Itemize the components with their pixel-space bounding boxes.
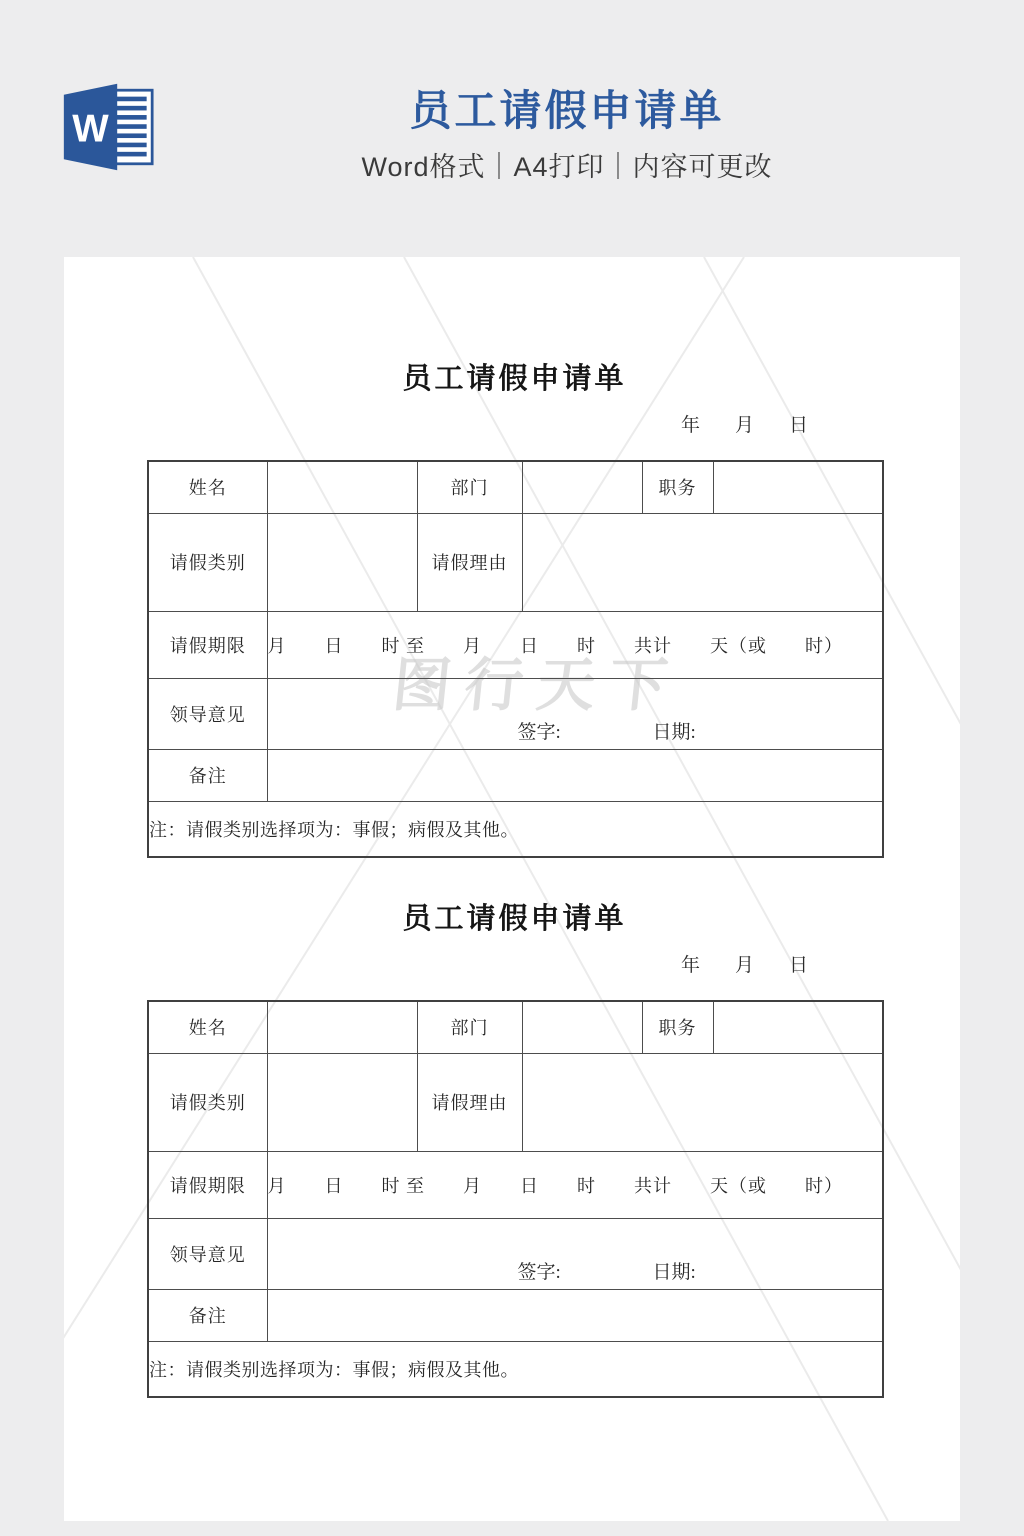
position-value-cell[interactable] <box>713 461 883 513</box>
table-row <box>148 749 883 801</box>
leave-period-label: 请假期限 <box>148 1151 267 1218</box>
sign-label: 签字: <box>517 1261 561 1283</box>
form-note: 注：请假类别选择项为：事假；病假及其他。 <box>148 1341 883 1397</box>
position-label: 职务 <box>642 461 713 513</box>
date-label: 日期: <box>652 1261 696 1283</box>
name-label: 姓名 <box>148 1001 267 1053</box>
leave-reason-label: 请假理由 <box>417 513 522 611</box>
table-row <box>148 1053 883 1151</box>
name-value-cell[interactable] <box>267 1001 417 1053</box>
date-line: 年 月 日 <box>680 415 816 436</box>
position-value-cell[interactable] <box>713 1001 883 1053</box>
position-label: 职务 <box>642 1001 713 1053</box>
form-note: 注：请假类别选择项为：事假；病假及其他。 <box>148 801 883 857</box>
leader-opinion-label: 领导意见 <box>148 678 267 749</box>
leave-form-2 <box>147 901 882 1398</box>
word-icon-w-letter: W <box>72 107 109 151</box>
table-row <box>148 1218 883 1289</box>
leader-opinion-value-cell[interactable] <box>267 678 883 749</box>
department-label: 部门 <box>417 461 522 513</box>
name-label: 姓名 <box>148 461 267 513</box>
department-label: 部门 <box>417 1001 522 1053</box>
leave-form-1 <box>147 361 882 858</box>
date-label: 日期: <box>652 721 696 743</box>
department-value-cell[interactable] <box>522 1001 642 1053</box>
leave-reason-value-cell[interactable] <box>522 513 883 611</box>
leave-period-label: 请假期限 <box>148 611 267 678</box>
table-row <box>148 1341 883 1397</box>
table-row <box>148 678 883 749</box>
table-row <box>148 801 883 857</box>
remarks-label: 备注 <box>148 1289 267 1341</box>
leave-type-value-cell[interactable] <box>267 1053 417 1151</box>
leave-reason-label: 请假理由 <box>417 1053 522 1151</box>
table-row <box>148 1151 883 1218</box>
watermark-text: 图行天下 <box>389 653 685 718</box>
page-header <box>0 0 1024 257</box>
leave-type-value-cell[interactable] <box>267 513 417 611</box>
leave-table <box>147 1000 884 1398</box>
department-value-cell[interactable] <box>522 461 642 513</box>
remarks-value-cell[interactable] <box>267 1289 883 1341</box>
leader-opinion-value-cell[interactable] <box>267 1218 883 1289</box>
remarks-label: 备注 <box>148 749 267 801</box>
leave-table <box>147 460 884 858</box>
leave-reason-value-cell[interactable] <box>522 1053 883 1151</box>
form-title: 员工请假申请单 <box>402 363 627 395</box>
table-row <box>148 461 883 513</box>
leave-type-label: 请假类别 <box>148 1053 267 1151</box>
leave-period-text: 月 日 时 至 月 日 时 共计 天（或 时） <box>267 611 883 678</box>
leave-type-label: 请假类别 <box>148 513 267 611</box>
page-subtitle: Word格式｜A4打印｜内容可更改 <box>361 152 773 182</box>
table-row <box>148 1001 883 1053</box>
remarks-value-cell[interactable] <box>267 749 883 801</box>
header-text-block <box>130 0 1004 183</box>
name-value-cell[interactable] <box>267 461 417 513</box>
table-row <box>148 513 883 611</box>
date-line: 年 月 日 <box>680 955 816 976</box>
document-page <box>64 257 960 1521</box>
leader-opinion-label: 领导意见 <box>148 1218 267 1289</box>
leave-period-text: 月 日 时 至 月 日 时 共计 天（或 时） <box>267 1151 883 1218</box>
form-title: 员工请假申请单 <box>402 903 627 935</box>
page-title: 员工请假申请单 <box>409 87 725 134</box>
table-row <box>148 1289 883 1341</box>
sign-label: 签字: <box>517 721 561 743</box>
table-row <box>148 611 883 678</box>
